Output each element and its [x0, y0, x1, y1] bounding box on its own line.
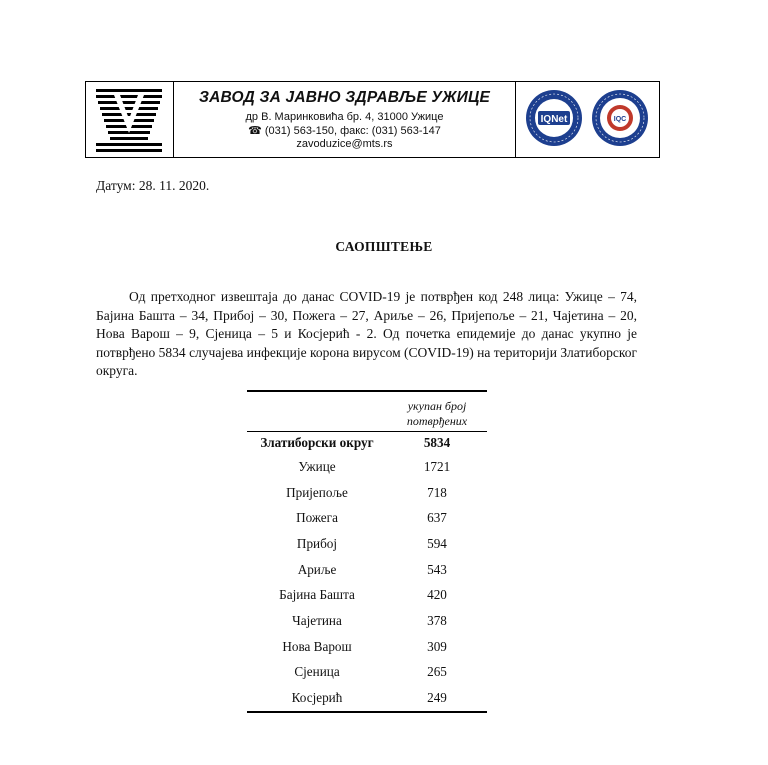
row-name: Прибој	[296, 535, 338, 551]
row-name: Сјеница	[294, 664, 340, 680]
iso-badge-label: IQC	[613, 116, 627, 123]
table-row	[247, 660, 487, 686]
iqnet-badge-icon	[524, 88, 584, 148]
letterhead	[85, 81, 660, 158]
table-row	[247, 582, 487, 608]
total-value: 5834	[423, 435, 451, 450]
table-row	[247, 557, 487, 583]
table-row	[247, 685, 487, 712]
certification-badges	[516, 82, 659, 157]
document-title: САОПШТЕЊЕ	[335, 239, 433, 254]
row-name: Ариље	[297, 561, 337, 577]
row-name: Бајина Башта	[279, 587, 355, 603]
row-value: 1721	[423, 458, 451, 474]
announcement-paragraph: Од претходног извештаја до данас COVID-19 је потврђен код 248 лица: Ужице – 74, Бајина Башта – 34, Прибој – 30, Пожега – 27, Ариље – 26, Пријепоље – 21, Чајетина – 20, Нова Варош – 9, Сјеница – 5 и Косјерић - 2. Од почетка епидемије до данас укупно је потврђено 5834 случајева инфекције корона вирусом (COVID-19) на територији Златиборског округа.	[96, 289, 637, 379]
row-value: 594	[427, 535, 447, 551]
table-row	[247, 634, 487, 660]
table-row	[247, 608, 487, 634]
table-row	[247, 531, 487, 557]
institute-name: ЗАВОД ЗА ЈАВНО ЗДРАВЉЕ УЖИЦЕ	[198, 89, 491, 106]
table-row	[247, 480, 487, 506]
row-name: Пријепоље	[286, 484, 348, 500]
cases-table	[247, 390, 487, 713]
row-name: Косјерић	[247, 685, 387, 712]
row-value: 309	[427, 638, 447, 654]
phone-icon: ☎	[248, 125, 262, 137]
table-row	[247, 454, 487, 480]
row-value: 378	[427, 612, 447, 628]
iqnet-badge-label: IQNet	[540, 114, 568, 125]
institute-logo-icon	[94, 87, 164, 153]
row-value: 543	[427, 561, 447, 577]
table-row	[247, 505, 487, 531]
iso-badge-icon	[590, 88, 650, 148]
row-value: 249	[387, 685, 487, 712]
document-date: Датум: 28. 11. 2020.	[96, 178, 210, 193]
row-name: Ужице	[298, 458, 336, 474]
row-value: 265	[427, 664, 447, 680]
institute-phone	[174, 124, 515, 137]
institute-email[interactable]: zavoduzice@mts.rs	[296, 138, 393, 150]
table-total-row	[247, 432, 487, 455]
row-value: 420	[427, 587, 447, 603]
institute-info	[174, 82, 516, 157]
row-name: Нова Варош	[282, 638, 352, 654]
row-value: 637	[427, 510, 447, 526]
phone-fax-text: (031) 563-150, факс: (031) 563-147	[264, 125, 441, 137]
row-name: Пожега	[296, 510, 338, 526]
table-header-row	[247, 391, 487, 432]
table-header-label: укупан број потврђених	[387, 391, 487, 432]
table-header-empty	[247, 391, 387, 432]
institute-address: др В. Маринковића бр. 4, 31000 Ужице	[245, 111, 444, 123]
row-name: Чајетина	[292, 612, 342, 628]
row-value: 718	[427, 484, 447, 500]
institute-logo	[86, 82, 174, 157]
total-name: Златиборски округ	[260, 435, 374, 450]
